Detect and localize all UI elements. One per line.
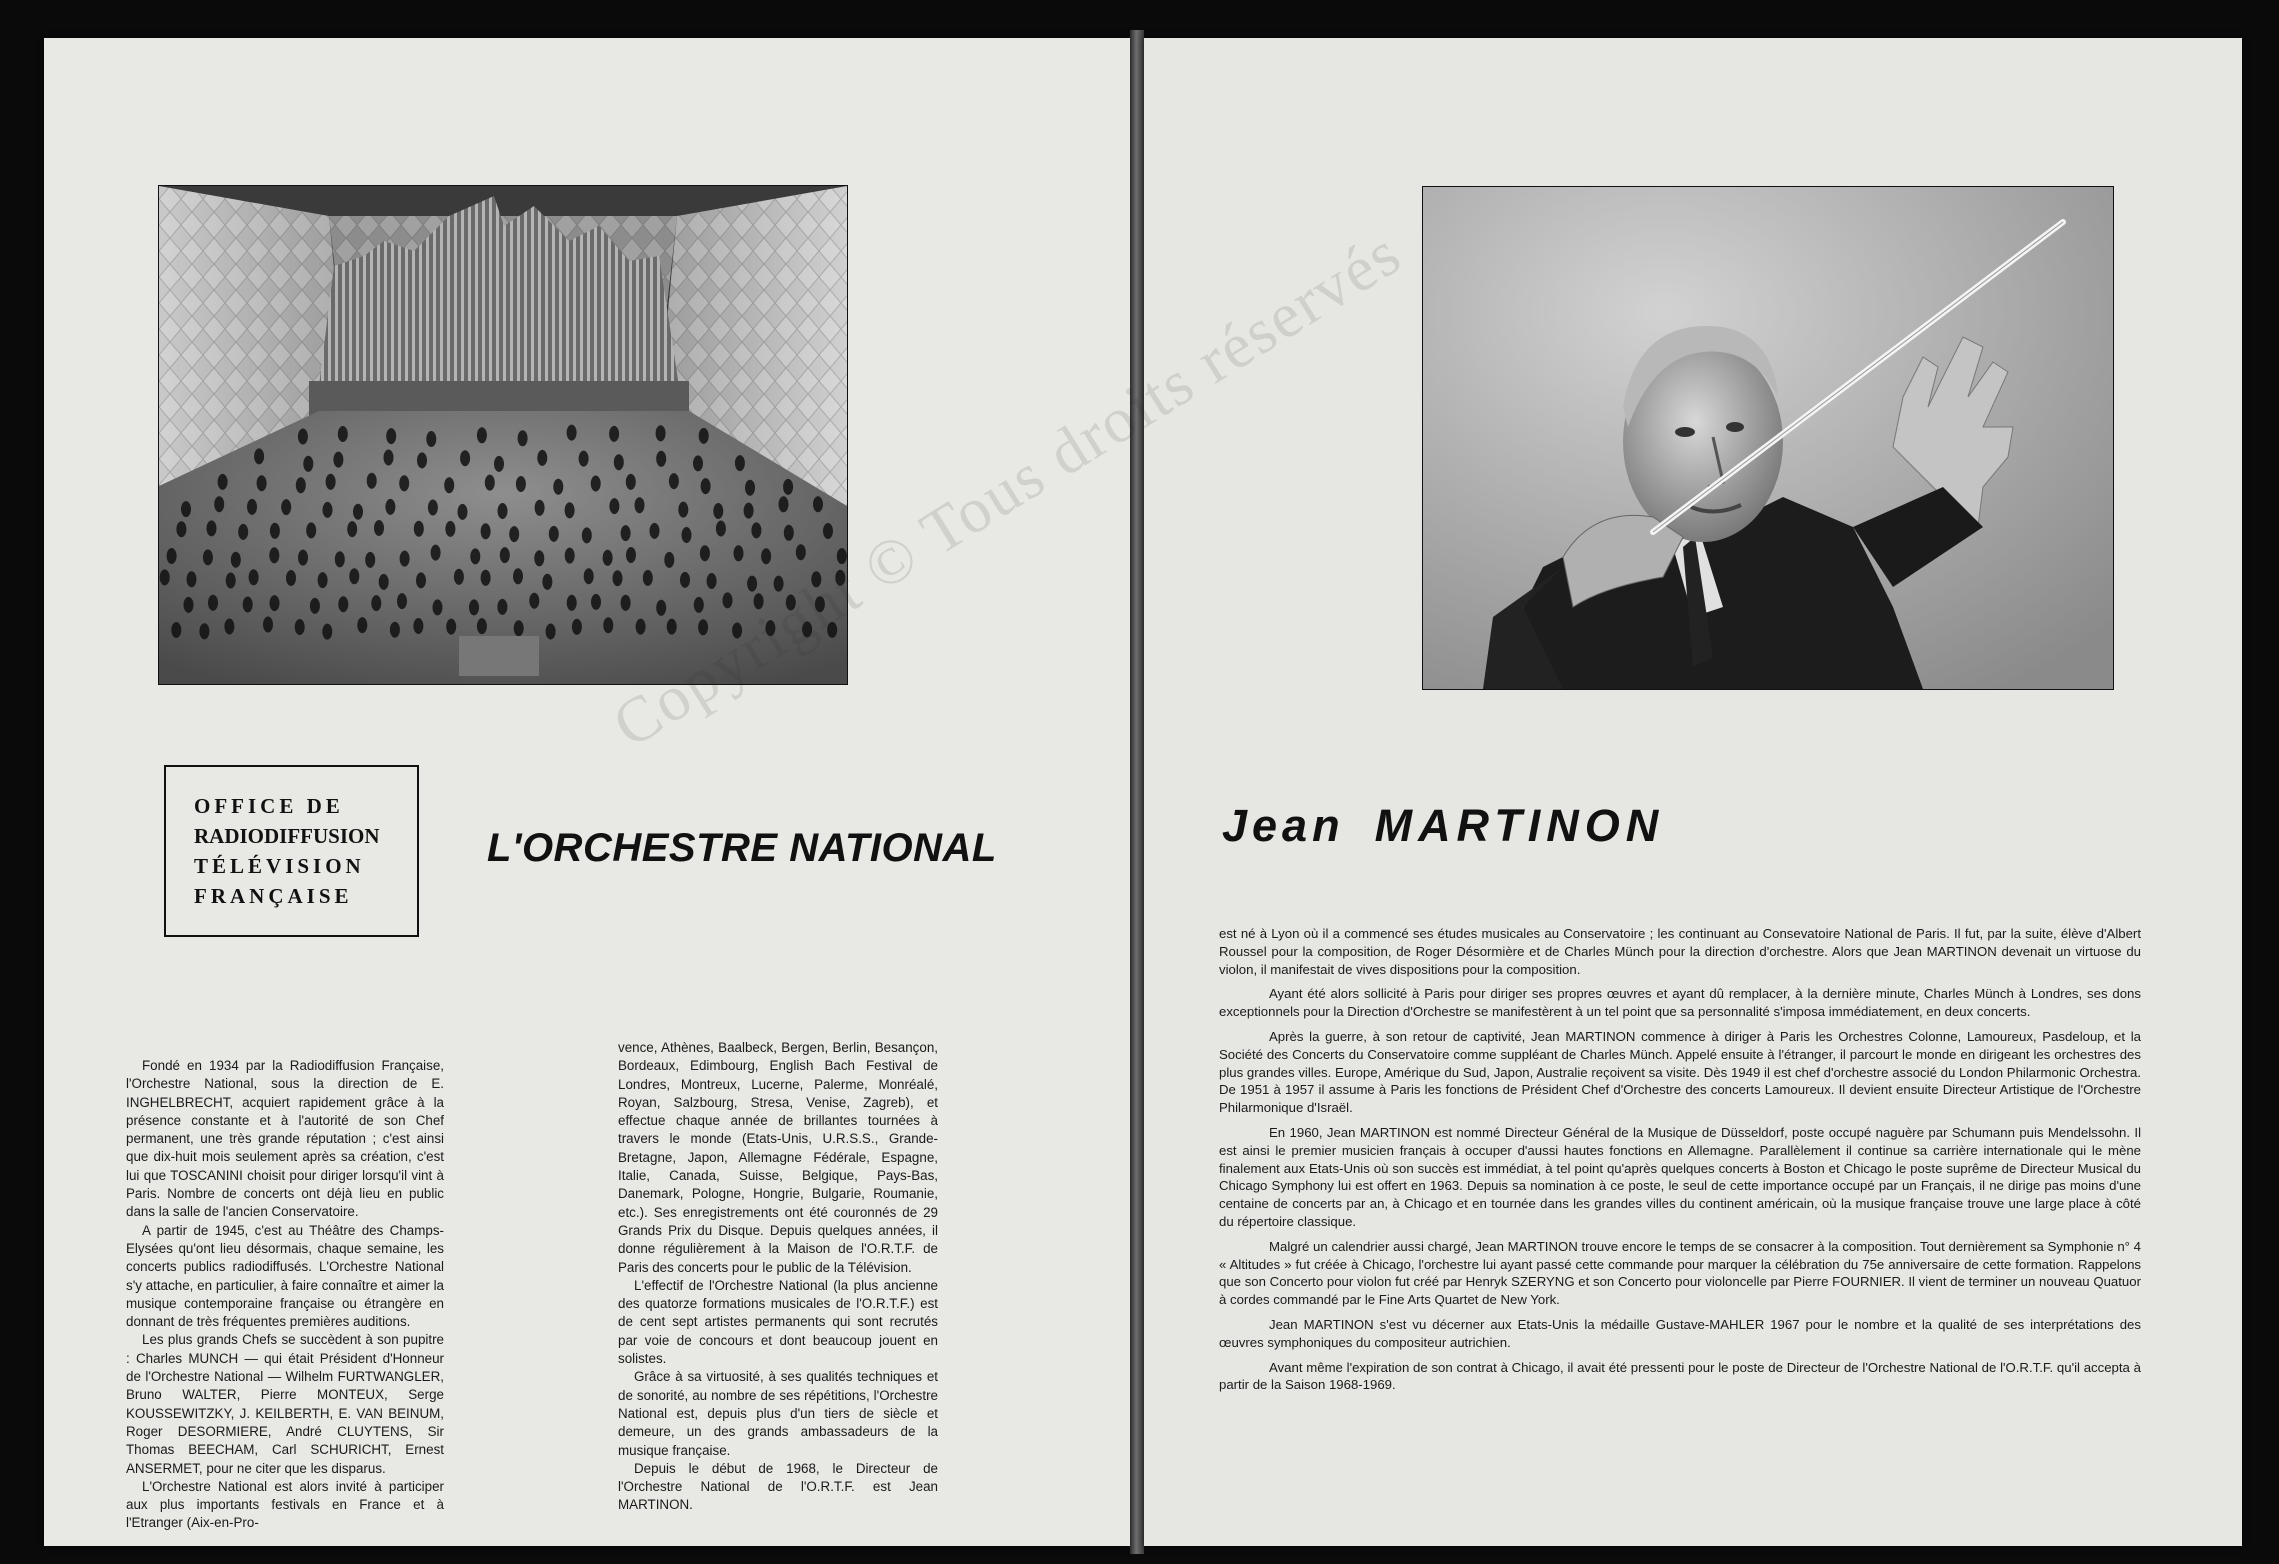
musician-figure: [367, 473, 377, 489]
musician-figure: [295, 619, 305, 635]
musician-figure: [613, 570, 623, 586]
biography-column: [1219, 925, 2141, 1401]
musician-figure: [400, 551, 410, 567]
musician-figure: [207, 520, 217, 536]
left-column-2: [618, 1039, 938, 1515]
musician-figure: [707, 573, 717, 589]
musician-figure: [500, 547, 510, 563]
book-gutter: [1130, 30, 1144, 1554]
musician-figure: [835, 570, 845, 586]
musician-figure: [734, 545, 744, 561]
musician-figure: [218, 474, 228, 490]
musician-figure: [514, 620, 524, 636]
musician-figure: [184, 597, 194, 613]
musician-figure: [318, 572, 328, 588]
paragraph: En 1960, Jean MARTINON est nommé Directeur Général de la Musique de Düsseldorf, poste occupé naguère par Schumann puis Mendelssohn. Il est ainsi le premier musicien français à occuper d'aussi hautes fonctions en Allemagne. Parallèlement il continue sa carrière internationale qui le mène finalement aux Etats-Unis où son succès est immédiat, à tel point qu'après quelques concerts à Boston et Chicago le poste suprême de Directeur Musical du Chicago Symphony lui est offert en 1963. Depuis sa nomination à ce poste, le seul de cette importance occupé par un Français, il ne dirige pas moins d'une centaine de concerts par an, à Chicago et en tournée dans les grandes villes du continent américain, où la musique française trouve une large place à côté du répertoire classique.: [1219, 1124, 2141, 1229]
conductor-portrait-photo: [1422, 186, 2114, 690]
musician-figure: [745, 480, 755, 496]
musician-figure: [509, 526, 519, 542]
musician-figure: [417, 452, 427, 468]
musician-figure: [371, 595, 381, 611]
conductor-photo-drawing: [1423, 187, 2113, 689]
musician-figure: [603, 617, 613, 633]
musician-figure: [269, 547, 279, 563]
musician-figure: [744, 503, 754, 519]
musician-figure: [397, 593, 407, 609]
musician-figure: [636, 619, 646, 635]
musician-figure: [656, 451, 666, 467]
musician-figure: [187, 571, 197, 587]
musician-figure: [609, 498, 619, 514]
musician-figure: [379, 574, 389, 590]
musician-figure: [535, 500, 545, 516]
musician-figure: [176, 521, 186, 537]
musician-figure: [774, 576, 784, 592]
musician-figure: [160, 569, 170, 585]
musician-figure: [257, 475, 267, 491]
musician-figure: [281, 499, 291, 515]
musician-figure: [656, 600, 666, 616]
musician-figure: [699, 428, 709, 444]
box-line-1: OFFICE DE: [194, 794, 344, 818]
musician-figure: [537, 450, 547, 466]
musician-figure: [286, 570, 296, 586]
musician-figure: [199, 623, 209, 639]
musician-figure: [667, 619, 677, 635]
musician-figure: [208, 595, 218, 611]
title-first-name: Jean: [1222, 800, 1345, 851]
musician-figure: [747, 576, 757, 592]
paragraph: Jean MARTINON s'est vu décerner aux Etats-Unis la médaille Gustave-MAHLER 1967 pour le nombre et la qualité de ses interprétations des œuvres symphoniques du compositeur autrichien.: [1219, 1316, 2141, 1350]
musician-figure: [811, 571, 821, 587]
musician-figure: [481, 570, 491, 586]
paragraph: A partir de 1945, c'est au Théâtre des Champs-Elysées qu'ont lieu désormais, chaque semaine, les concerts publics radiodiffusés. L'Orchestre National s'y attache, en particulier, à faire connaître et aimer la musique contemporaine française ou étrangère en donnant de très fréquentes premières auditions.: [126, 1222, 444, 1330]
musician-figure: [384, 450, 394, 466]
musician-figure: [591, 476, 601, 492]
musician-figure: [365, 552, 375, 568]
paragraph: Après la guerre, à son retour de captivité, Jean MARTINON commence à diriger à Paris les Orchestres Colonne, Lamoureux, Pasdeloup, et la Société des Concerts du Conservatoire comme suppléant de Charles Münch. Appelé ensuite à l'étranger, il parcourt le monde en dirigeant les orchestres des plus grandes villes. Europe, Amérique du Sud, Japon, Australie reçoivent sa visite. Dès 1949 il est chef d'orchestre associé du London Philarmonic Orchestra. De 1951 à 1957 il assume à Paris les fonctions de Président Chef d'Orchestre des concerts Lamoureux. Il devient ensuite Directeur Artistique de l'Orchestre Philarmonique d'Israël.: [1219, 1028, 2141, 1116]
musician-figure: [621, 595, 631, 611]
title-last-name: MARTINON: [1374, 800, 1665, 851]
musician-figure: [614, 454, 624, 470]
musician-figure: [565, 502, 575, 518]
musician-figure: [754, 593, 764, 609]
paragraph: Les plus grands Chefs se succèdent à son pupitre : Charles MUNCH — qui était Président d'Honneur de l'Orchestre National — Wilhelm FURTWANGLER, Bruno WALTER, Pierre MONTEUX, Serge KOUSSEWITZKY, J. KEILBERTH, E. VAN BEINUM, Roger DESORMIERE, André CLUYTENS, Sir Thomas BEECHAM, Carl SCHURICHT, Ernest ANSERMET, pour ne citer que les disparus.: [126, 1332, 444, 1476]
musician-figure: [446, 619, 456, 635]
ortf-header-box: [164, 765, 419, 937]
musician-figure: [516, 476, 526, 492]
orchestra-photo-drawing: [159, 186, 847, 684]
musician-figure: [270, 523, 280, 539]
musician-figure: [444, 477, 454, 493]
musician-figure: [243, 597, 253, 613]
musician-figure: [414, 521, 424, 537]
musician-figure: [701, 478, 711, 494]
musician-figure: [386, 428, 396, 444]
musician-figure: [303, 456, 313, 472]
musician-figure: [765, 620, 775, 636]
paragraph: est né à Lyon où il a commencé ses études musicales au Conservatoire ; les continuant au Consevatoire National de Paris. Il fut, par la suite, élève d'Albert Roussel pour la composition, de Roger Désormière et de Charles Münch pour la direction d'orchestre. Alors que Jean MARTINON devenait un virtuose du violon, il manifestait de vives dispositions pour la composition.: [1219, 926, 2141, 977]
musician-figure: [247, 499, 257, 515]
paragraph: Grâce à sa virtuosité, à ses qualités techniques et de sonorité, au nombre de ses répétitions, l'Orchestre National est, depuis plus d'un tiers de siècle et demeure, un des grands ambassadeurs de la musique française.: [618, 1369, 938, 1458]
musician-figure: [181, 501, 191, 517]
musician-figure: [529, 593, 539, 609]
paragraph: Ayant été alors sollicité à Paris pour diriger ses propres œuvres et ayant dû remplacer, à la dernière minute, Charles Münch à Londres, ses dons exceptionnels pour la Direction d'Orchestre se manifestèrent à un tel point que sa personnalité s'imposa immédiatement, en deux concerts.: [1219, 986, 2141, 1020]
musician-figure: [553, 479, 563, 495]
musician-figure: [694, 597, 704, 613]
musician-figure: [761, 548, 771, 564]
musician-figure: [518, 430, 528, 446]
left-page: [44, 38, 1130, 1546]
musician-figure: [827, 622, 837, 638]
musician-figure: [203, 549, 213, 565]
jean-martinon-title: [1222, 800, 1664, 852]
musician-figure: [751, 522, 761, 538]
musician-figure: [326, 474, 336, 490]
musician-figure: [621, 525, 631, 541]
musician-figure: [650, 523, 660, 539]
box-line-3: TÉLÉVISION: [194, 854, 365, 878]
musician-figure: [682, 527, 692, 543]
musician-figure: [390, 622, 400, 638]
musician-figure: [338, 596, 348, 612]
right-page: [1144, 38, 2242, 1546]
musician-figure: [335, 551, 345, 567]
musician-figure: [428, 500, 438, 516]
musician-figure: [445, 521, 455, 537]
musician-figure: [431, 545, 441, 561]
musician-figure: [609, 426, 619, 442]
musician-figure: [494, 456, 504, 472]
musician-figure: [470, 548, 480, 564]
musician-figure: [783, 479, 793, 495]
musician-figure: [399, 475, 409, 491]
musician-figure: [823, 523, 833, 539]
musician-figure: [591, 594, 601, 610]
orchestra-hall-photo: [158, 185, 848, 685]
musician-figure: [567, 425, 577, 441]
musician-figure: [669, 473, 679, 489]
musician-figure: [454, 569, 464, 585]
musician-figure: [713, 503, 723, 519]
musician-figure: [567, 595, 577, 611]
musician-figure: [813, 496, 823, 512]
musician-figure: [249, 569, 259, 585]
musician-figure: [513, 568, 523, 584]
musician-figure: [226, 573, 236, 589]
musician-figure: [460, 450, 470, 466]
musician-figure: [231, 552, 241, 568]
musician-figure: [779, 496, 789, 512]
musician-figure: [802, 621, 812, 637]
musician-figure: [349, 568, 359, 584]
musician-figure: [565, 548, 575, 564]
musician-figure: [298, 429, 308, 445]
left-column-1: [126, 1057, 444, 1533]
musician-figure: [680, 572, 690, 588]
musician-figure: [477, 618, 487, 634]
musician-figure: [310, 598, 320, 614]
musician-figure: [664, 552, 674, 568]
musician-figure: [171, 622, 181, 638]
musician-figure: [656, 425, 666, 441]
musician-figure: [582, 527, 592, 543]
musician-figure: [270, 595, 280, 611]
musician-figure: [426, 431, 436, 447]
musician-figure: [433, 599, 443, 615]
musician-figure: [167, 548, 177, 564]
musician-figure: [784, 525, 794, 541]
musician-figure: [700, 545, 710, 561]
musician-figure: [732, 623, 742, 639]
musician-figure: [469, 599, 479, 615]
musician-figure: [296, 477, 306, 493]
paragraph: Avant même l'expiration de son contrat à Chicago, il avait été pressenti pour le poste de Directeur de l'Orchestre National de l'O.R.T.F. qu'il accepta à partir de la Saison 1968-1969.: [1219, 1359, 2141, 1393]
musician-figure: [298, 550, 308, 566]
musician-figure: [603, 550, 613, 566]
musician-figure: [796, 544, 806, 560]
musician-figure: [477, 427, 487, 443]
musician-figure: [723, 592, 733, 608]
musician-figure: [338, 426, 348, 442]
musician-figure: [238, 524, 248, 540]
orchestre-national-title: L'ORCHESTRE NATIONAL: [487, 826, 997, 870]
paragraph: L'effectif de l'Orchestre National (la plus ancienne des quatorze formations musicales de l'O.R.T.F.) est de cent sept artistes permanents qui sont recrutés par voie de concours et dont beaucoup jouent en solistes.: [618, 1277, 938, 1367]
box-line-4: FRANÇAISE: [194, 884, 353, 908]
musician-figure: [542, 574, 552, 590]
paragraph: Fondé en 1934 par la Radiodiffusion Française, l'Orchestre National, sous la direction de E. INGHELBRECHT, acquiert rapidement grâce à la présence constante et à l'autorité de son Chef permanent, une très grande réputation ; c'est ainsi que dix-huit mois seulement après sa création, c'est lui que TOSCANINI choisit pour diriger lorsqu'il vint à Paris. Nombre de concerts ont déjà lieu en public dans la salle de l'ancien Conservatoire.: [126, 1058, 444, 1220]
musician-figure: [413, 618, 423, 634]
musician-figure: [735, 455, 745, 471]
musician-figure: [497, 599, 507, 615]
musician-figure: [485, 475, 495, 491]
musician-figure: [549, 526, 559, 542]
musician-figure: [678, 502, 688, 518]
musician-figure: [579, 451, 589, 467]
box-line-2: RADIODIFFUSION: [194, 824, 380, 848]
musician-figure: [693, 455, 703, 471]
musician-figure: [333, 452, 343, 468]
musician-figure: [498, 503, 508, 519]
paragraph: L'Orchestre National est alors invité à participer aux plus importants festivals en France et à l'Etranger (Aix-en-Pro-: [126, 1478, 444, 1531]
musician-figure: [353, 504, 363, 520]
musician-figure: [323, 502, 333, 518]
musician-figure: [626, 474, 636, 490]
paragraph: Malgré un calendrier aussi chargé, Jean MARTINON trouve encore le temps de se consacrer à la composition. Tout dernièrement sa Symphonie n° 4 « Altitudes » fut créée à Chicago, l'orchestre lui ayant passé cette commande pour marquer la célébration du 75e anniversaire de cette formation. Rappelons que son Concerto pour violon fut créé par Henryk SZERYNG et son Concerto pour violoncelle par Pierre FOURNIER. Il vient de terminer un nouveau Quatuor à cordes commandé par le Fine Arts Quartet de New York.: [1219, 1238, 2141, 1308]
paragraph: vence, Athènes, Baalbeck, Bergen, Berlin, Besançon, Bordeaux, Edimbourg, English Bach Festival de Londres, Montreux, Lucerne, Palerme, Monréalé, Royan, Salzbourg, Stresa, Venise, Zagreb), et effectue chaque année de brillantes tournées à travers le monde (Etats-Unis, U.R.S.S., Grande-Bretagne, Japon, Allemagne Fédérale, Espagne, Italie, Canada, Suisse, Belgique, Pays-Bas, Danemark, Pologne, Hongrie, Bulgarie, Roumanie, etc.). Ses enregistrements ont été couronnés de 29 Grands Prix du Disque. Depuis quelques années, il donne régulièrement à la Maison de l'O.R.T.F. de Paris des concerts pour le public de la Télévision.: [618, 1040, 938, 1275]
musician-figure: [306, 522, 316, 538]
musician-figure: [214, 496, 224, 512]
musician-figure: [374, 520, 384, 536]
musician-figure: [322, 624, 332, 640]
musician-figure: [347, 521, 357, 537]
musician-figure: [458, 504, 468, 520]
musician-figure: [546, 624, 556, 640]
musician-figure: [254, 448, 264, 464]
musician-figure: [786, 595, 796, 611]
musician-figure: [716, 521, 726, 537]
musician-figure: [837, 548, 847, 564]
musician-figure: [534, 550, 544, 566]
musician-figure: [698, 619, 708, 635]
musician-figure: [626, 547, 636, 563]
musician-figure: [385, 499, 395, 515]
musician-figure: [584, 568, 594, 584]
paragraph: Depuis le début de 1968, le Directeur de l'Orchestre National de l'O.R.T.F. est Jean MARTINON.: [618, 1460, 938, 1513]
musician-figure: [357, 617, 367, 633]
musician-figure: [481, 523, 491, 539]
musician-figure: [643, 570, 653, 586]
musician-figure: [416, 572, 426, 588]
musician-figure: [815, 596, 825, 612]
musician-figure: [263, 617, 273, 633]
musician-figure: [635, 497, 645, 513]
musician-figure: [572, 619, 582, 635]
musician-figure: [224, 619, 234, 635]
